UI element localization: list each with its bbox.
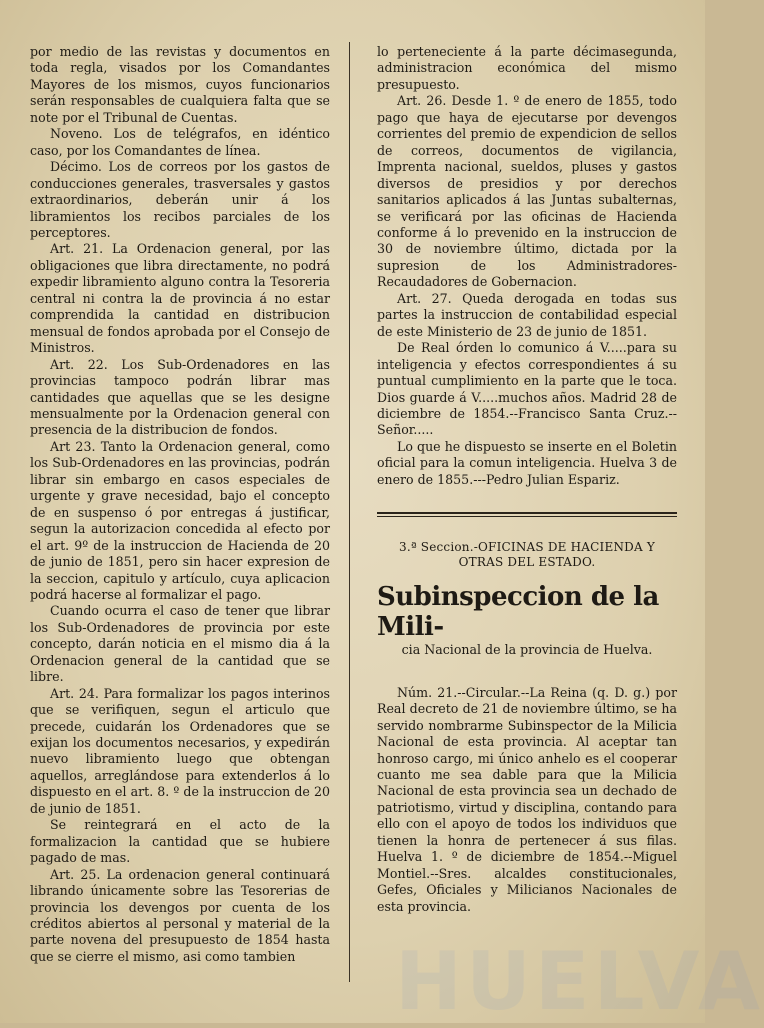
paragraph: Art. 26. Desde 1. º de enero de 1855, todo pago que haya de ejecutarse por devengos corrientes del premio de expendicion de sellos de correos, documentos de vigilancia, Imprenta nacional, sueldos, pluses y gastos diversos de presidios y por derechos sanitarios aplicados á las Juntas subalternas, se verificará por las oficinas de Hacienda conforme á lo prevenido en la instruccion de 30 de noviembre último, dictada por la supresion de los Administradores-Recaudadores de Gobernacion. <box>377 93 677 290</box>
column-divider <box>349 42 350 982</box>
paragraph: De Real órden lo comunico á V.....para su inteligencia y efectos correspondientes á su puntual cumplimiento en la parte que le toca. Dios guarde á V.....muchos años. Madrid 28 de diciembre de 1854.--Francisco Santa Cruz.--Señor..... <box>377 340 677 438</box>
paragraph: Art. 22. Los Sub-Ordenadores en las provincias tampoco podrán librar mas cantidades que aquellas que se les designe mensualmente por la Ordenacion general con presencia de la distribucion de fondos. <box>30 356 330 438</box>
paragraph: por medio de las revistas y documentos en toda regla, visados por los Comandantes Mayores de los mismos, cuyos funcionarios serán responsables de cualquiera falta que se note por el Tribunal de Cuentas. <box>30 44 330 125</box>
paragraph: Art. 27. Queda derogada en todas sus partes la instruccion de contabilidad especial de este Ministerio de 23 de junio de 1851. <box>377 290 677 339</box>
paragraph: Noveno. Los de telégrafos, en idéntico caso, por los Comandantes de línea. <box>30 126 330 158</box>
decorative-rule <box>377 512 677 520</box>
article-subtitle: cia Nacional de la provincia de Huelva. <box>401 642 653 658</box>
paragraph: lo perteneciente á la parte décimasegunda, administracion económica del mismo presupuesto. <box>377 44 677 92</box>
paragraph: Cuando ocurra el caso de tener que librar los Sub-Ordenadores de provincia por este concepto, darán noticia en el mismo dia á la Ordenacion general de la cantidad que se libre. <box>30 603 330 685</box>
section-heading: 3.ª Seccion.-OFICINAS DE HACIENDA Y OTRAS DEL ESTADO. <box>399 540 655 570</box>
article-title: Subinspeccion de la Mili- <box>377 582 659 643</box>
paragraph: Lo que he dispuesto se inserte en el Boletin oficial para la comun inteligencia. Huelva 3 de enero de 1855.---Pedro Julian Espariz. <box>377 438 677 487</box>
paragraph: Se reintegrará en el acto de la formalizacion la cantidad que se hubiere pagado de mas. <box>30 817 330 866</box>
watermark-logo: HUELVA <box>395 935 764 1028</box>
left-column <box>30 44 330 965</box>
paragraph: Núm. 21.--Circular.--La Reina (q. D. g.) por Real decreto de 21 de noviembre último, se ha servido nombrarme Subinspector de la Milicia Nacional de esta provincia. Al aceptar tan honroso cargo, mi único anhelo es el cooperar cuanto me sea dable para que la Milicia Nacional de esta provincia sea un dechado de patriotismo, virtud y disciplina, contando para ello con el apoyo de todos los individuos que tienen la honra de pertenecer á sus filas. Huelva 1. º de diciembre de 1854.--Miguel Montiel.--Sres. alcaldes constitucionales, Gefes, Oficiales y Milicianos Nacionales de esta provincia. <box>377 684 677 914</box>
paragraph: Art 23. Tanto la Ordenacion general, como los Sub-Ordenadores en las provincias, podrán librar sin embargo en casos especiales de urgente y grave necesidad, bajo el concepto de en suspenso ó por entregas á justificar, segun la autorizacion concedida al efecto por el art. 9º de la instruccion de Hacienda de 20 de junio de 1851, pero sin hacer expresion de la seccion, capitulo y artículo, cuya aplicacion podrá hacerse al formalizar el pago. <box>30 438 330 602</box>
paragraph: Art. 25. La ordenacion general continuará librando únicamente sobre las Tesorerias de provincia los devengos por cuenta de los créditos abiertos al personal y material de la parte novena del presupuesto de 1854 hasta que se cierre el mismo, asi como tambien <box>30 866 330 964</box>
right-column <box>377 44 677 915</box>
paragraph: Art. 21. La Ordenacion general, por las obligaciones que libra directamente, no podrá expedir libramiento alguno contra la Tesoreria central ni contra la de provincia á no estar comprendida la cantidad en distribucion mensual de fondos aprobada por el Consejo de Ministros. <box>30 241 330 356</box>
paragraph: Art. 24. Para formalizar los pagos interinos que se verifiquen, segun el articulo que precede, cuidarán los Ordenadores que se exijan los documentos necesarios, y expedirán nuevo libramiento luego que obtengan aquellos, arreglándose para extenderlos á lo dispuesto en el art. 8. º de la instruccion de 20 de junio de 1851. <box>30 685 330 816</box>
paragraph: Décimo. Los de correos por los gastos de conducciones generales, trasversales y gastos extraordinarios, deberán unir á los libramientos los recibos parciales de los perceptores. <box>30 159 330 240</box>
